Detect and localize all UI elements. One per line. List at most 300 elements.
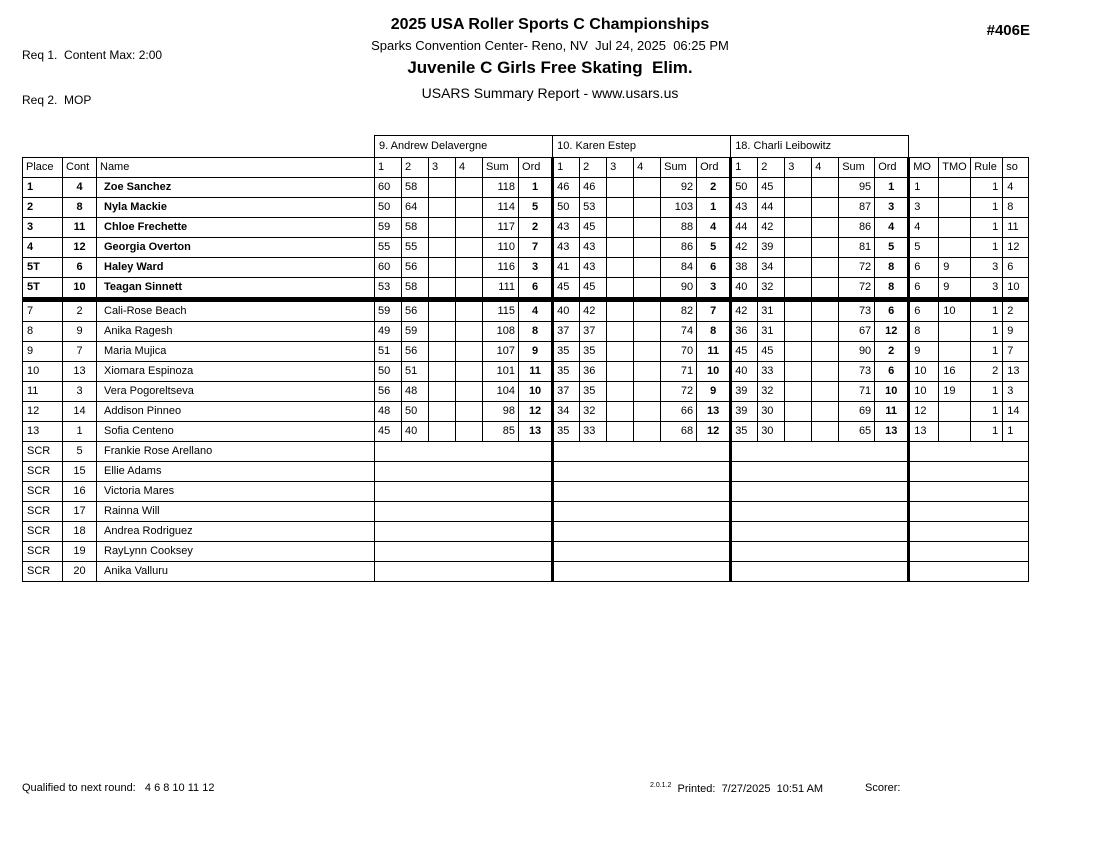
cell-score: 49 [375,322,402,342]
cell-skater-name: Cali-Rose Beach [97,300,375,322]
cell-cont: 6 [63,258,97,278]
cell-sum: 116 [483,258,519,278]
cell-score [456,300,483,322]
cell-tmo: 9 [939,278,971,300]
cell-sum: 82 [661,300,697,322]
cell-so: 2 [1003,300,1029,322]
cell-score [456,382,483,402]
cell-skater-name: Anika Ragesh [97,322,375,342]
table-row [23,562,1029,582]
cell-skater-name: Nyla Mackie [97,198,375,218]
cell-ord: 3 [875,198,909,218]
cell-sum: 72 [661,382,697,402]
cell-score: 32 [758,278,785,300]
cell-score: 50 [375,362,402,382]
cell-tmo [939,322,971,342]
header-j2-4: 4 [634,158,661,178]
header-j2-3: 3 [607,158,634,178]
cell-score: 55 [402,238,429,258]
cell-score [456,402,483,422]
cell-sum: 90 [661,278,697,300]
cell-place: 2 [23,198,63,218]
cell-score: 59 [375,300,402,322]
cell-score: 32 [758,382,785,402]
cell-skater-name: Rainna Will [97,502,375,522]
cell-place: 8 [23,322,63,342]
cell-score: 48 [375,402,402,422]
cell-rule: 1 [971,382,1003,402]
cell-sum: 110 [483,238,519,258]
cell-rule: 1 [971,342,1003,362]
table-row [23,502,1029,522]
cell-score [607,198,634,218]
cell-ord: 6 [875,300,909,322]
cell-score: 44 [731,218,758,238]
cell-score [456,218,483,238]
cell-judge-empty [731,482,909,502]
cell-ord: 8 [875,258,909,278]
cell-mo: 4 [909,218,939,238]
cell-judge-empty [553,502,731,522]
cell-score [429,300,456,322]
cell-judge-empty [731,542,909,562]
cell-score [785,362,812,382]
cell-score [812,342,839,362]
cell-mo: 5 [909,238,939,258]
cell-ord: 4 [875,218,909,238]
cell-score: 50 [553,198,580,218]
report-type-line: USARS Summary Report - www.usars.us [421,85,679,101]
cell-score [785,402,812,422]
cell-ord: 11 [519,362,553,382]
cell-judge-empty [731,502,909,522]
printed-note: Printed: 7/27/2025 10:51 AM [677,783,824,795]
cell-ord: 3 [519,258,553,278]
cell-score: 39 [731,402,758,422]
header-j1-3: 3 [429,158,456,178]
cell-sum: 72 [839,278,875,300]
header-j3-sum: Sum [839,158,875,178]
cell-so: 10 [1003,278,1029,300]
cell-skater-name: RayLynn Cooksey [97,542,375,562]
cell-score [607,342,634,362]
cell-score [812,422,839,442]
cell-tail-empty [909,522,1029,542]
cell-score: 44 [758,198,785,218]
table-row [23,300,1029,322]
cell-score [634,300,661,322]
cell-ord: 9 [519,342,553,362]
cell-score [456,278,483,300]
cell-rule: 1 [971,422,1003,442]
cell-sum: 101 [483,362,519,382]
header-name: Name [97,158,375,178]
cell-score [812,238,839,258]
cell-score [607,362,634,382]
cell-place: SCR [23,502,63,522]
cell-judge-empty [553,542,731,562]
cell-sum: 70 [661,342,697,362]
cell-score [812,178,839,198]
cell-tmo [939,422,971,442]
scorer-label: Scorer: [865,782,901,794]
cell-rule: 1 [971,198,1003,218]
header-j2-ord: Ord [697,158,731,178]
cell-ord: 8 [519,322,553,342]
cell-score: 50 [402,402,429,422]
cell-score: 39 [731,382,758,402]
cell-score: 45 [580,278,607,300]
cell-cont: 9 [63,322,97,342]
cell-score: 39 [758,238,785,258]
cell-score [607,278,634,300]
table-row [23,178,1029,198]
cell-so: 14 [1003,402,1029,422]
cell-score: 33 [580,422,607,442]
cell-score: 35 [731,422,758,442]
header-j2-sum: Sum [661,158,697,178]
cell-sum: 72 [839,258,875,278]
cell-score [607,238,634,258]
cell-score: 60 [375,178,402,198]
cell-score [429,402,456,422]
cell-score [812,218,839,238]
cell-cont: 12 [63,238,97,258]
cell-so: 4 [1003,178,1029,198]
cell-score [812,300,839,322]
cell-score: 42 [580,300,607,322]
cell-score: 59 [375,218,402,238]
cell-ord: 13 [697,402,731,422]
cell-sum: 117 [483,218,519,238]
cell-score [634,342,661,362]
cell-score: 46 [553,178,580,198]
cell-score [429,322,456,342]
cell-score: 58 [402,178,429,198]
cell-judge-empty [553,462,731,482]
header-j1-1: 1 [375,158,402,178]
cell-cont: 4 [63,178,97,198]
cell-score [812,258,839,278]
cell-so: 7 [1003,342,1029,362]
cell-mo: 8 [909,322,939,342]
cell-skater-name: Teagan Sinnett [97,278,375,300]
event-title: Juvenile C Girls Free Skating Elim. [407,58,693,77]
cell-score [785,238,812,258]
cell-sum: 73 [839,362,875,382]
cell-score [456,342,483,362]
table-row [23,238,1029,258]
cell-place: SCR [23,522,63,542]
cell-ord: 4 [519,300,553,322]
cell-score [607,178,634,198]
header-place: Place [23,158,63,178]
cell-sum: 66 [661,402,697,422]
cell-score: 55 [375,238,402,258]
cell-score [607,422,634,442]
table-row [23,522,1029,542]
cell-place: 10 [23,362,63,382]
cell-score: 56 [402,258,429,278]
cell-score [812,278,839,300]
cell-score [429,178,456,198]
cell-sum: 111 [483,278,519,300]
cell-score: 35 [580,342,607,362]
cell-score [634,322,661,342]
cell-rule: 1 [971,218,1003,238]
cell-place: 5T [23,258,63,278]
cell-cont: 19 [63,542,97,562]
cell-score [429,382,456,402]
cell-sum: 84 [661,258,697,278]
cell-score: 50 [731,178,758,198]
cell-score: 58 [402,218,429,238]
cell-sum: 71 [839,382,875,402]
judge-row [23,136,1029,158]
req-2: Req 2. MOP [22,93,92,107]
cell-cont: 13 [63,362,97,382]
cell-mo: 10 [909,382,939,402]
cell-score: 36 [731,322,758,342]
cell-sum: 92 [661,178,697,198]
cell-ord: 7 [697,300,731,322]
cell-mo: 6 [909,258,939,278]
cell-score [785,382,812,402]
cell-rule: 3 [971,278,1003,300]
cell-tail-empty [909,482,1029,502]
cell-score: 51 [375,342,402,362]
cell-score [429,342,456,362]
cell-score: 45 [758,342,785,362]
table-row [23,482,1029,502]
cell-score: 30 [758,402,785,422]
cell-mo: 9 [909,342,939,362]
cell-ord: 1 [697,198,731,218]
header-cont: Cont [63,158,97,178]
cell-so: 13 [1003,362,1029,382]
cell-score [607,402,634,422]
cell-score: 50 [375,198,402,218]
cell-score [456,422,483,442]
cell-sum: 90 [839,342,875,362]
header-j3-2: 2 [758,158,785,178]
cell-cont: 16 [63,482,97,502]
header-j3-4: 4 [812,158,839,178]
cell-judge-empty [553,522,731,542]
cell-score [607,322,634,342]
cell-tail-empty [909,502,1029,522]
cell-score: 59 [402,322,429,342]
cell-place: SCR [23,562,63,582]
cell-sum: 73 [839,300,875,322]
cell-sum: 95 [839,178,875,198]
cell-score: 43 [580,258,607,278]
cell-score: 45 [758,178,785,198]
cell-ord: 5 [697,238,731,258]
cell-judge-empty [731,462,909,482]
cell-score: 34 [553,402,580,422]
cell-sum: 81 [839,238,875,258]
cell-sum: 108 [483,322,519,342]
table-row [23,278,1029,300]
cell-score: 35 [553,362,580,382]
cell-score: 56 [402,342,429,362]
cell-score [785,258,812,278]
cell-tail-empty [909,442,1029,462]
cell-score [634,198,661,218]
cell-score: 40 [402,422,429,442]
event-number: #406E [986,22,1030,39]
cell-rule: 1 [971,402,1003,422]
cell-cont: 11 [63,218,97,238]
cell-rule: 1 [971,178,1003,198]
header-mo: MO [909,158,939,178]
cell-sum: 98 [483,402,519,422]
cell-place: 7 [23,300,63,322]
cell-cont: 10 [63,278,97,300]
cell-score [429,198,456,218]
cell-score: 40 [731,362,758,382]
cell-score [456,178,483,198]
cell-cont: 8 [63,198,97,218]
cell-sum: 114 [483,198,519,218]
qualified-note: Qualified to next round: 4 6 8 10 11 12 [22,782,215,794]
cell-tmo [939,198,971,218]
cell-score [634,402,661,422]
cell-score [429,422,456,442]
cell-sum: 118 [483,178,519,198]
cell-score: 37 [553,322,580,342]
header-j3-3: 3 [785,158,812,178]
cell-place: SCR [23,542,63,562]
column-header-row [23,158,1029,178]
cell-skater-name: Anika Valluru [97,562,375,582]
cell-cont: 18 [63,522,97,542]
cell-score [634,278,661,300]
cell-judge-empty [375,522,553,542]
header-j3-ord: Ord [875,158,909,178]
cell-rule: 3 [971,258,1003,278]
cell-score [812,402,839,422]
cell-tmo: 10 [939,300,971,322]
cell-score: 45 [553,278,580,300]
cell-score: 45 [731,342,758,362]
header-j1-ord: Ord [519,158,553,178]
venue-line: Sparks Convention Center- Reno, NV Jul 24, 2025 06:25 PM [371,38,729,53]
cell-score: 46 [580,178,607,198]
cell-skater-name: Maria Mujica [97,342,375,362]
cell-score [634,238,661,258]
cell-score: 40 [553,300,580,322]
cell-sum: 69 [839,402,875,422]
cell-score [785,218,812,238]
cell-score: 58 [402,278,429,300]
cell-cont: 7 [63,342,97,362]
header-j1-4: 4 [456,158,483,178]
cell-tmo [939,342,971,362]
cell-so: 8 [1003,198,1029,218]
table-row [23,322,1029,342]
cell-score: 31 [758,322,785,342]
cell-score: 36 [580,362,607,382]
cell-place: 3 [23,218,63,238]
table-row [23,442,1029,462]
table-row [23,198,1029,218]
cell-score: 35 [553,422,580,442]
cell-tmo: 16 [939,362,971,382]
cell-sum: 88 [661,218,697,238]
cell-ord: 10 [697,362,731,382]
cell-score [456,238,483,258]
cell-score: 43 [553,218,580,238]
cell-score [634,218,661,238]
cell-score [785,342,812,362]
cell-mo: 6 [909,278,939,300]
header-j2-2: 2 [580,158,607,178]
cell-score [429,362,456,382]
cell-ord: 2 [875,342,909,362]
cell-score: 60 [375,258,402,278]
cell-tmo [939,218,971,238]
cell-score [785,178,812,198]
cell-sum: 107 [483,342,519,362]
cell-rule: 1 [971,238,1003,258]
cell-score: 43 [580,238,607,258]
report-header [0,16,1100,101]
header-so: so [1003,158,1029,178]
cell-judge-empty [553,442,731,462]
cell-score [812,362,839,382]
cell-score [607,300,634,322]
cell-score [785,322,812,342]
cell-judge-empty [375,542,553,562]
table-row [23,362,1029,382]
cell-score [785,422,812,442]
cell-so: 3 [1003,382,1029,402]
cell-sum: 67 [839,322,875,342]
cell-score: 32 [580,402,607,422]
cell-score: 45 [580,218,607,238]
cell-ord: 4 [697,218,731,238]
cell-ord: 9 [697,382,731,402]
cell-score: 48 [402,382,429,402]
cell-sum: 85 [483,422,519,442]
header-j3-1: 1 [731,158,758,178]
table-row [23,542,1029,562]
cell-score: 43 [731,198,758,218]
cell-skater-name: Sofia Centeno [97,422,375,442]
results-table [22,135,1029,582]
cell-rule: 1 [971,300,1003,322]
cell-score: 38 [731,258,758,278]
cell-ord: 6 [519,278,553,300]
cell-score [456,258,483,278]
judge-1-name: 9. Andrew Delavergne [375,136,553,158]
cell-score: 64 [402,198,429,218]
cell-score [634,178,661,198]
cell-score [607,218,634,238]
version-note: 2.0.1.2 [650,782,672,789]
cell-score [812,382,839,402]
cell-skater-name: Zoe Sanchez [97,178,375,198]
cell-so: 11 [1003,218,1029,238]
cell-place: 12 [23,402,63,422]
cell-skater-name: Victoria Mares [97,482,375,502]
cell-score: 53 [375,278,402,300]
cell-score [812,322,839,342]
cell-score: 42 [758,218,785,238]
table-row [23,462,1029,482]
